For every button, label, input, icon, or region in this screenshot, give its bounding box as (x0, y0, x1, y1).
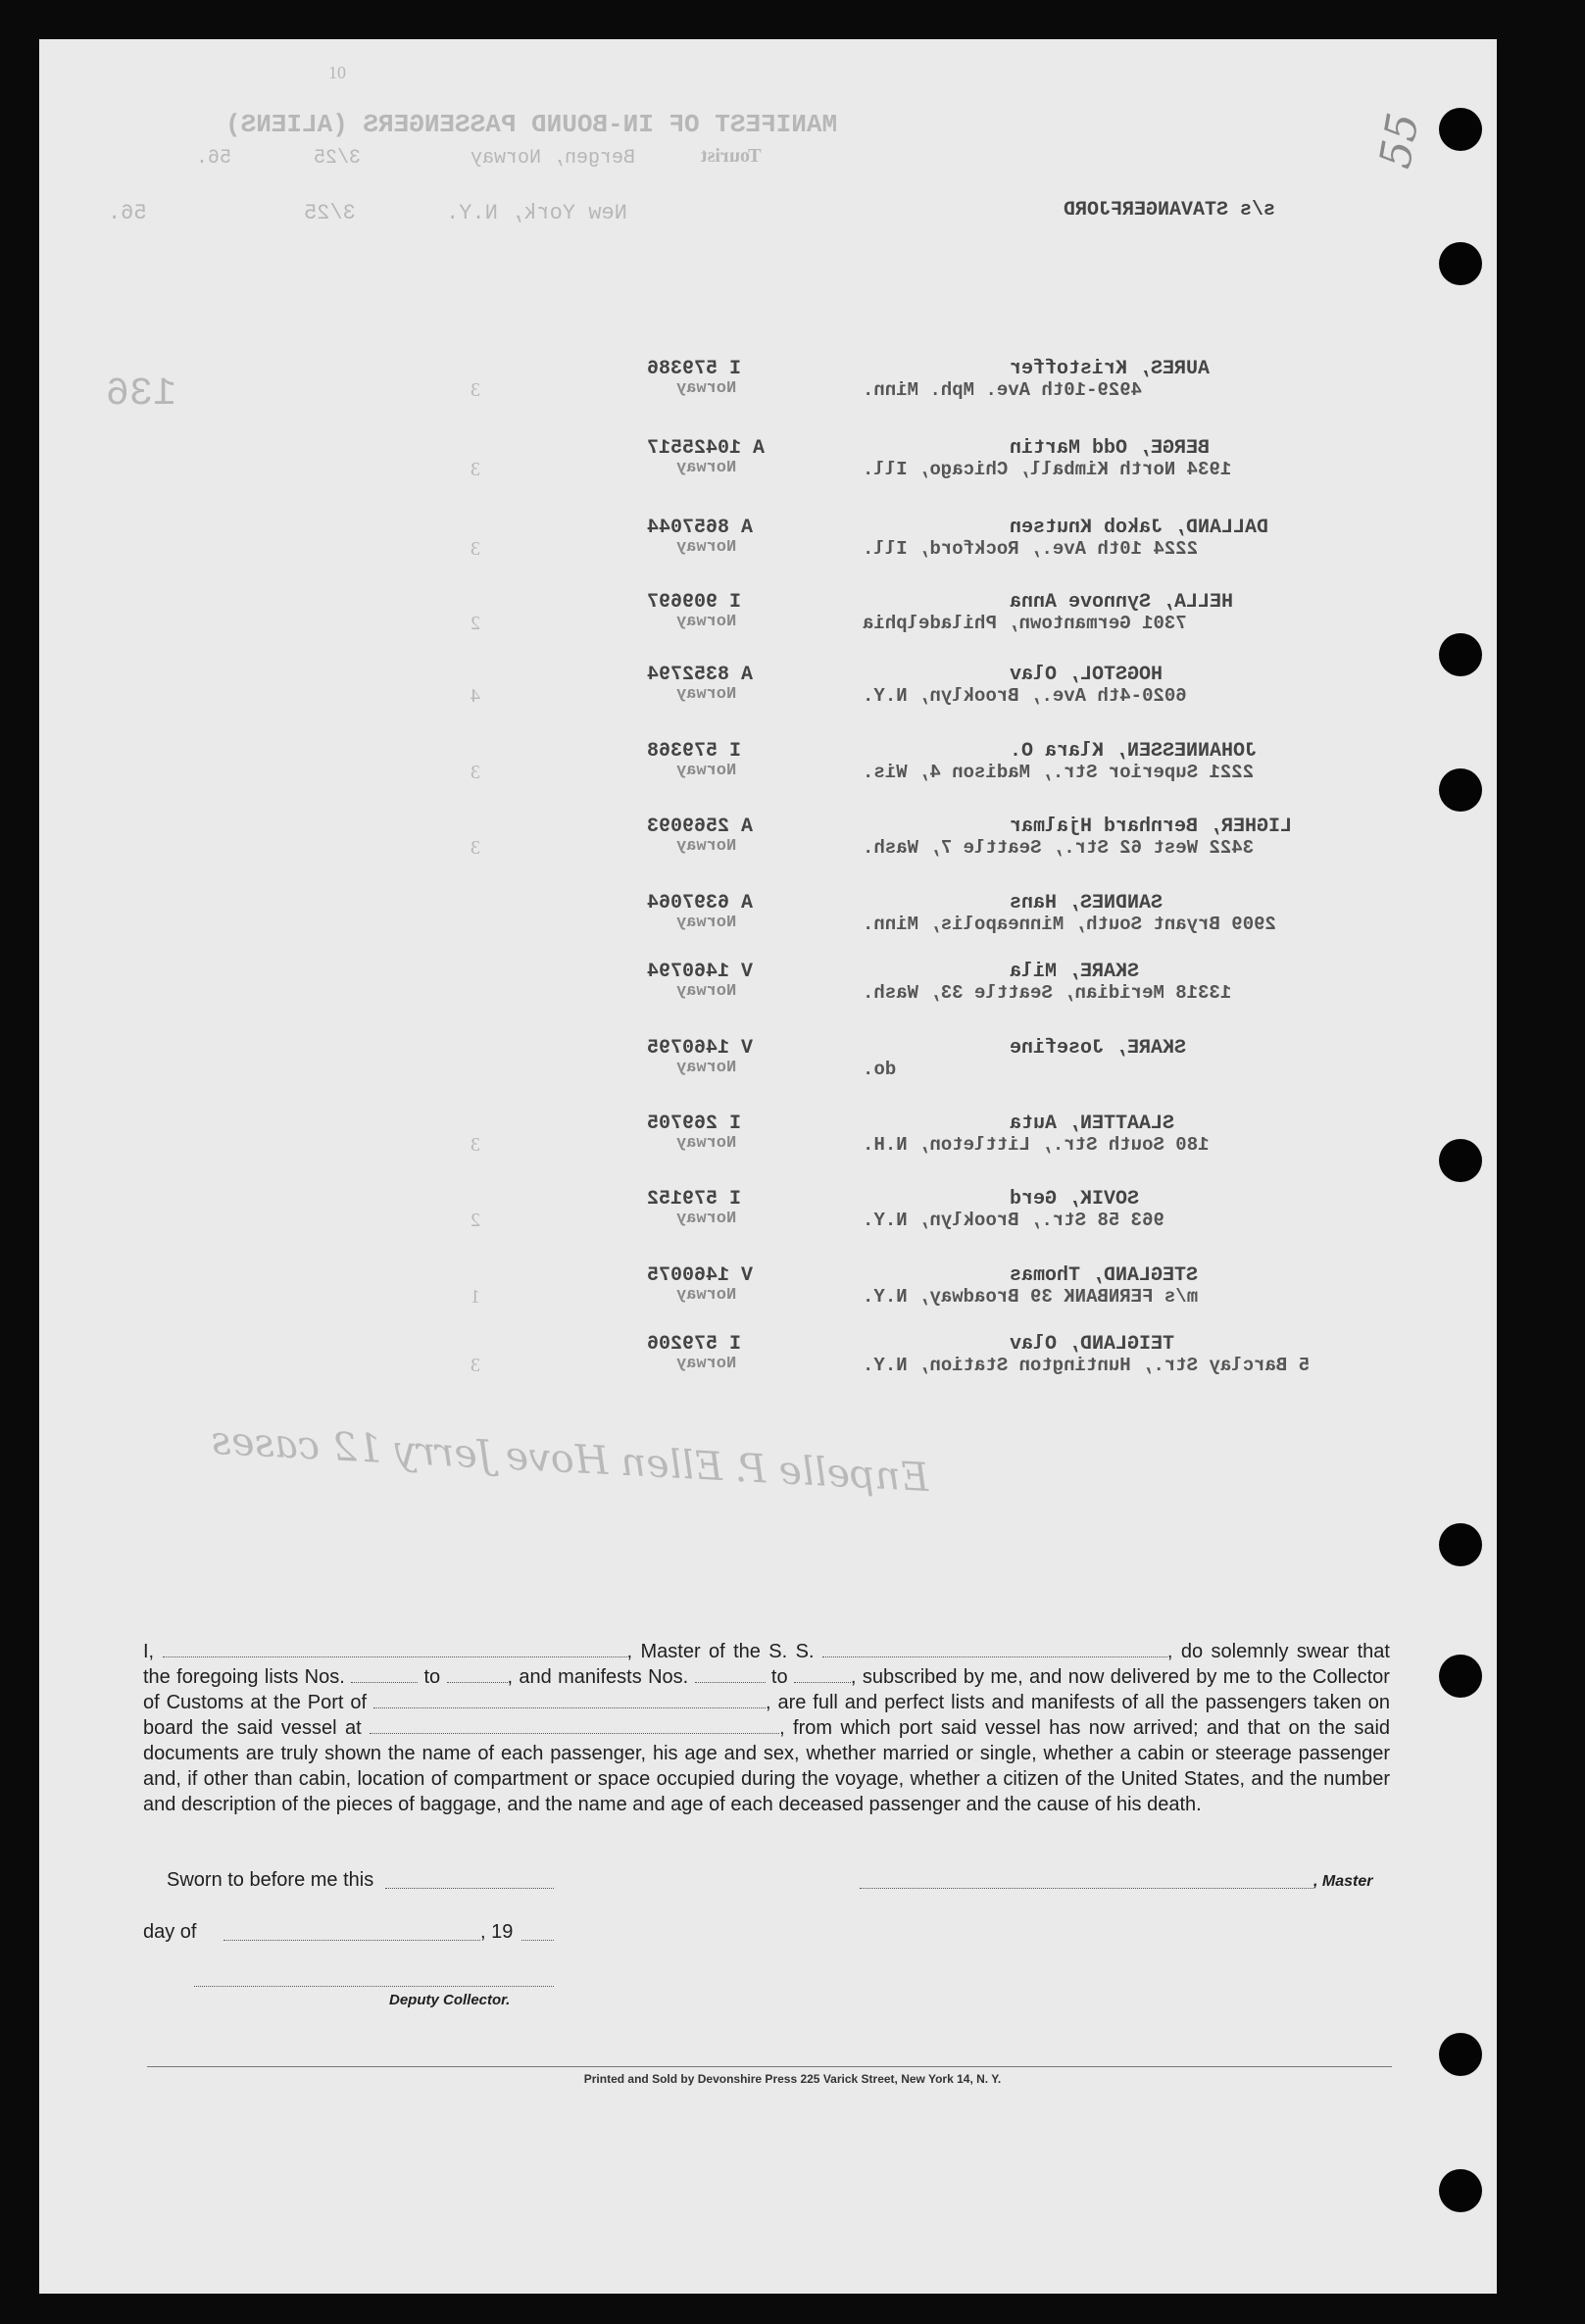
passenger-visa: I 579368 (647, 740, 742, 763)
master-signature-field[interactable] (860, 1887, 1313, 1889)
passenger-address: 13318 Meridian, Seattle 33, Wash. (863, 982, 1232, 1004)
header-year: 56. (196, 147, 232, 170)
passenger-name: SANDNES, Hans (1010, 892, 1164, 915)
master-suffix-comma: , Master (1313, 1873, 1373, 1890)
oath-to-2: to (770, 1666, 788, 1688)
passenger-nationality: Norway (676, 762, 737, 780)
passenger-address: 963 58 Str., Brooklyn, N.Y. (863, 1210, 1164, 1231)
passenger-name: SOVIK, Gerd (1010, 1188, 1140, 1211)
punch-hole (1439, 242, 1482, 285)
passenger-count: 3 (471, 538, 480, 560)
oath-from-which: , from which (779, 1717, 891, 1739)
passenger-count: 3 (471, 837, 480, 859)
passenger-visa: A 8657044 (647, 517, 754, 539)
passenger-count: 3 (471, 379, 480, 401)
passenger-address: 2909 Bryant South, Minneapolis, Minn. (863, 914, 1276, 935)
passenger-count: 3 (471, 459, 480, 480)
deputy-collector-label: Deputy Collector. (389, 1992, 511, 2008)
passenger-address: 7301 Germantown, Philadelphia (863, 613, 1187, 634)
passenger-nationality: Norway (676, 837, 737, 856)
handwritten-note: Enpelle P. Ellen Hove Jerry 12 cases (210, 1417, 930, 1502)
passenger-visa: A 10425517 (647, 437, 766, 460)
year-field[interactable] (521, 1939, 554, 1941)
passenger-visa: V 1460075 (647, 1264, 754, 1287)
passenger-nationality: Norway (676, 914, 737, 932)
passenger-visa: I 579152 (647, 1188, 742, 1211)
passenger-nationality: Norway (676, 613, 737, 631)
oath-full: , are full and perfect lists and (765, 1692, 1024, 1713)
passenger-nationality: Norway (676, 379, 737, 398)
manifest-title: MANIFEST OF IN-BOUND PASSENGERS (ALIENS) (225, 110, 838, 139)
passenger-address: 5 Barclay Str., Huntington Station, N.Y. (863, 1355, 1311, 1376)
punch-hole (1439, 2169, 1482, 2212)
passenger-address: 2221 Superior Str., Madison 4, Wis. (863, 762, 1255, 783)
margin-number: 55 (1370, 109, 1429, 173)
passenger-nationality: Norway (676, 538, 737, 557)
passenger-count: 3 (471, 1134, 480, 1156)
passenger-visa: A 2569093 (647, 816, 754, 838)
passenger-visa: A 6397064 (647, 892, 754, 915)
lists-from-field[interactable] (351, 1665, 418, 1683)
passenger-name: HELLA, Synnove Anna (1010, 591, 1234, 614)
passenger-visa: I 269705 (647, 1113, 742, 1135)
passenger-visa: V 1460795 (647, 1037, 754, 1060)
oath-master-of: , Master of the S. S. (626, 1641, 815, 1662)
passenger-address: m/s FERNBANK 39 Broadway, N.Y. (863, 1286, 1199, 1308)
oath-subscribed: , subscribed by me, and now (850, 1666, 1105, 1688)
oath-solemnly: , do solemnly (1166, 1641, 1289, 1662)
punch-hole (1439, 1523, 1482, 1566)
punch-hole (1439, 768, 1482, 812)
passenger-name: SLAATTEN, Auta (1010, 1113, 1175, 1135)
list-number: 10 (328, 63, 346, 82)
printer-line: Printed and Sold by Devonshire Press 225 Varick Street, New York 14, N. Y. (583, 2072, 1002, 2086)
passenger-address: 4929-10th Ave. Mph. Minn. (863, 379, 1143, 401)
passenger-visa: I 909697 (647, 591, 742, 614)
passenger-visa: A 8352794 (647, 664, 754, 686)
passenger-name: BERGE, Odd Martin (1010, 437, 1211, 460)
passenger-nationality: Norway (676, 1210, 737, 1228)
passenger-nationality: Norway (676, 459, 737, 477)
passenger-name: TEIGLAND, Olav (1010, 1333, 1175, 1356)
oath-body: port said vessel has now arrived; and that on the said documents are truly shown the name of each passenger, his age and sex, whether married or single, whether a cabin or steerage passenger and, if other than cabin, location of compartment or space occupied during the voyage, whether a citizen of the United States, and the number and description of the pieces of baggage, and the name and age of each deceased passenger and the cause of his death. (143, 1717, 1391, 1815)
arriving-date: 3/25 (304, 201, 356, 225)
passenger-count: 3 (471, 1355, 480, 1376)
passenger-name: HOGSTOL, Olav (1010, 664, 1164, 686)
master-name-field[interactable] (163, 1640, 627, 1657)
passenger-name: LIGHER, Bernhard Hjalmar (1010, 816, 1293, 838)
punch-hole (1439, 1655, 1482, 1698)
passenger-address: 6020-4th Ave., Brooklyn, N.Y. (863, 685, 1187, 707)
passenger-name: STEGLAND, Thomas (1010, 1264, 1199, 1287)
deputy-collector-signature-field[interactable] (194, 1985, 554, 1987)
passenger-name: JOHANNESSEN, Klara O. (1010, 740, 1258, 763)
passenger-address: 3422 West 62 Str., Seattle 7, Wash. (863, 837, 1255, 859)
lists-to-field[interactable] (447, 1665, 508, 1683)
header-date: 3/25 (314, 147, 362, 170)
passenger-visa: I 579386 (647, 358, 742, 380)
passenger-address: do. (863, 1059, 897, 1080)
day-of-label: day of (143, 1921, 197, 1943)
year-prefix: , 19 (480, 1921, 514, 1943)
oath-manifests-of: manifests of all the passengers taken on board the said vessel at (143, 1692, 1390, 1739)
passenger-name: SKARE, Josefine (1010, 1037, 1187, 1060)
passenger-address: 180 South Str., Littleton, N.H. (863, 1134, 1210, 1156)
class-label: Tourist (701, 145, 762, 167)
oath-to-1: to (423, 1666, 441, 1688)
passenger-name: AURES, Kristoffer (1010, 358, 1211, 380)
vessel-name: s/s STAVANGERFJORD (1064, 199, 1276, 222)
punch-hole (1439, 108, 1482, 151)
oath-swear: swear that the foregoing lists Nos. (143, 1641, 1390, 1688)
passenger-address: 2224 10th Ave., Rockford, Ill. (863, 538, 1199, 560)
arriving-year: 56. (108, 201, 147, 225)
oath-and-manifests: , and manifests Nos. (507, 1666, 689, 1688)
passenger-nationality: Norway (676, 982, 737, 1001)
month-field[interactable] (223, 1939, 480, 1941)
vessel-field[interactable] (822, 1640, 1167, 1657)
oath-i: I, (143, 1641, 155, 1662)
passenger-address: 1934 North Kimball, Chicago, Ill. (863, 459, 1232, 480)
punch-hole (1439, 633, 1482, 676)
passenger-nationality: Norway (676, 1355, 737, 1373)
punch-hole (1439, 2033, 1482, 2076)
passenger-nationality: Norway (676, 1286, 737, 1305)
sworn-day-field[interactable] (385, 1887, 554, 1889)
oath-paragraph (143, 1639, 1390, 1817)
arriving-port: New York, N.Y. (446, 201, 627, 225)
passenger-nationality: Norway (676, 1134, 737, 1153)
oath-delivered: delivered by me to the Collector of Customs at the Port of (143, 1666, 1390, 1713)
passenger-count: 2 (471, 613, 480, 634)
passenger-count: 1 (471, 1286, 480, 1308)
punch-hole (1439, 1139, 1482, 1182)
from-line: Bergen, Norway (471, 147, 636, 170)
master-suffix (1313, 1869, 1372, 1892)
manifests-from-field[interactable] (695, 1665, 766, 1683)
passenger-count: 4 (471, 685, 480, 707)
passenger-nationality: Norway (676, 1059, 737, 1077)
sworn-label: Sworn to before me this (167, 1869, 374, 1891)
footer-rule (147, 2066, 1392, 2067)
passenger-name: SKARE, Mila (1010, 961, 1140, 983)
passenger-count: 2 (471, 1210, 480, 1231)
passenger-name: DALLAND, Jakob Knutsen (1010, 517, 1269, 539)
manifest-page (39, 39, 1497, 2294)
passenger-visa: I 579206 (647, 1333, 742, 1356)
passenger-visa: V 1460794 (647, 961, 754, 983)
manifests-to-field[interactable] (794, 1665, 851, 1683)
passenger-count: 3 (471, 762, 480, 783)
passenger-nationality: Norway (676, 685, 737, 704)
page-number: 136 (106, 372, 177, 417)
departure-port-field[interactable] (370, 1716, 779, 1734)
port-field[interactable] (373, 1691, 766, 1708)
